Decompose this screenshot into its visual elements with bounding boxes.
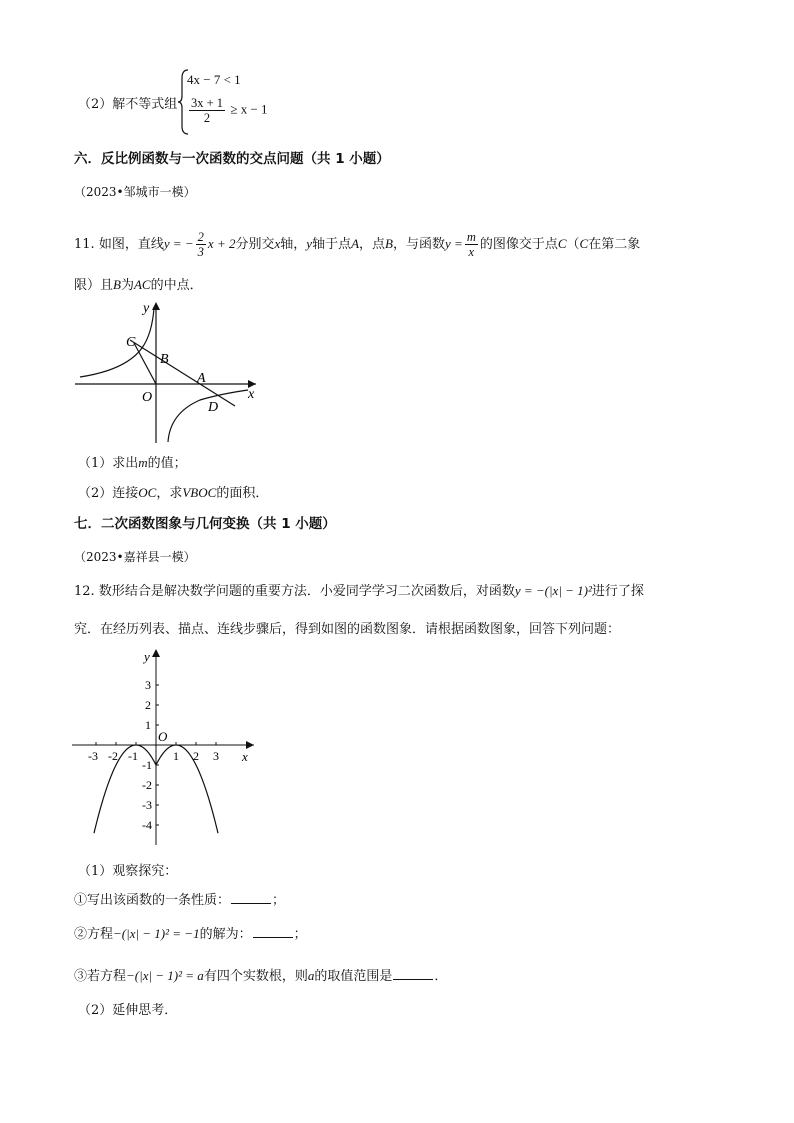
y-tick-label: -3 — [142, 798, 152, 812]
section7-title: 七．二次函数图象与几何变换（共 1 小题） — [74, 516, 336, 532]
q12-part1: （1）观察探究： — [78, 864, 178, 879]
y-tick-label: 2 — [145, 698, 151, 712]
q11-part1: （1）求出m的值； — [78, 455, 187, 471]
answer-blank-2[interactable] — [253, 925, 293, 938]
x-tick-label: 1 — [173, 749, 179, 763]
answer-blank-3[interactable] — [393, 967, 433, 980]
x-tick-label: -3 — [88, 749, 98, 763]
label-y: y — [143, 301, 150, 316]
q12-graph — [70, 645, 270, 850]
q11-line1: 11. 如图，直线y = − $\frac{2}{3}$ x + 2分别交x轴，y轴于点A，点B，与函数y = $\frac{m}{x}$ 的图像交于点C（C在第二象 — [74, 230, 641, 259]
origin-label: O — [158, 729, 168, 744]
y-tick-label: 3 — [145, 678, 151, 692]
q11-line2: 限）且B为AC的中点． — [74, 277, 203, 293]
y-label: y — [144, 649, 150, 664]
y-axis-arrow — [152, 649, 160, 657]
label-O: O — [142, 390, 153, 405]
y-tick-label: 1 — [145, 718, 151, 732]
label-D: D — [208, 400, 219, 415]
q12-line1: 12. 数形结合是解决数学问题的重要方法．小爱同学学习二次函数后，对函数y = −(|x| − 1)²进行了探 — [74, 583, 644, 599]
y-axis-arrow — [152, 302, 160, 310]
answer-blank-1[interactable] — [231, 891, 271, 904]
y-tick-label: -2 — [142, 778, 152, 792]
label-C: C — [126, 335, 136, 350]
q12-part2: （2）延伸思考． — [78, 1003, 178, 1018]
x-tick-label: -2 — [108, 749, 118, 763]
y-tick-label: -1 — [142, 758, 152, 772]
hyperbola-branch-4 — [168, 390, 248, 442]
section6-source: （2023•邹城市一模） — [74, 185, 196, 199]
label-B: B — [160, 352, 169, 367]
section7-source: （2023•嘉祥县一模） — [74, 550, 196, 564]
label-A: A — [197, 371, 206, 386]
inequality-1: 4x − 7 < 1 — [187, 72, 241, 87]
q11-part2: （2）连接OC，求VBOC的面积． — [78, 485, 269, 501]
section6-title: 六．反比例函数与一次函数的交点问题（共 1 小题） — [74, 151, 390, 167]
y-tick-label: -4 — [142, 818, 152, 832]
x-tick-label: -1 — [128, 749, 138, 763]
q12-sub1: ①写出该函数的一条性质： ； — [74, 893, 286, 908]
x-tick-label: 2 — [193, 749, 199, 763]
inequality-2: $\frac{3x + 1}{2}$ ≥ x − 1 — [191, 96, 268, 125]
q11-figure — [70, 298, 270, 448]
x-axis-arrow — [246, 741, 254, 749]
label-x: x — [248, 387, 255, 402]
q12-sub2: ②方程−(|x| − 1)² = −1的解为： ； — [74, 926, 307, 942]
hyperbola-branch-2 — [80, 308, 154, 377]
x-label: x — [242, 749, 248, 764]
q10-part2-label: （2）解不等式组 — [78, 97, 178, 112]
q12-sub3: ③若方程−(|x| − 1)² = a有四个实数根，则a的取值范围是 ． — [74, 968, 448, 984]
q12-line2: 究．在经历列表、描点、连线步骤后，得到如图的函数图象．请根据函数图象，回答下列问题： — [74, 622, 621, 637]
x-tick-label: 3 — [213, 749, 219, 763]
